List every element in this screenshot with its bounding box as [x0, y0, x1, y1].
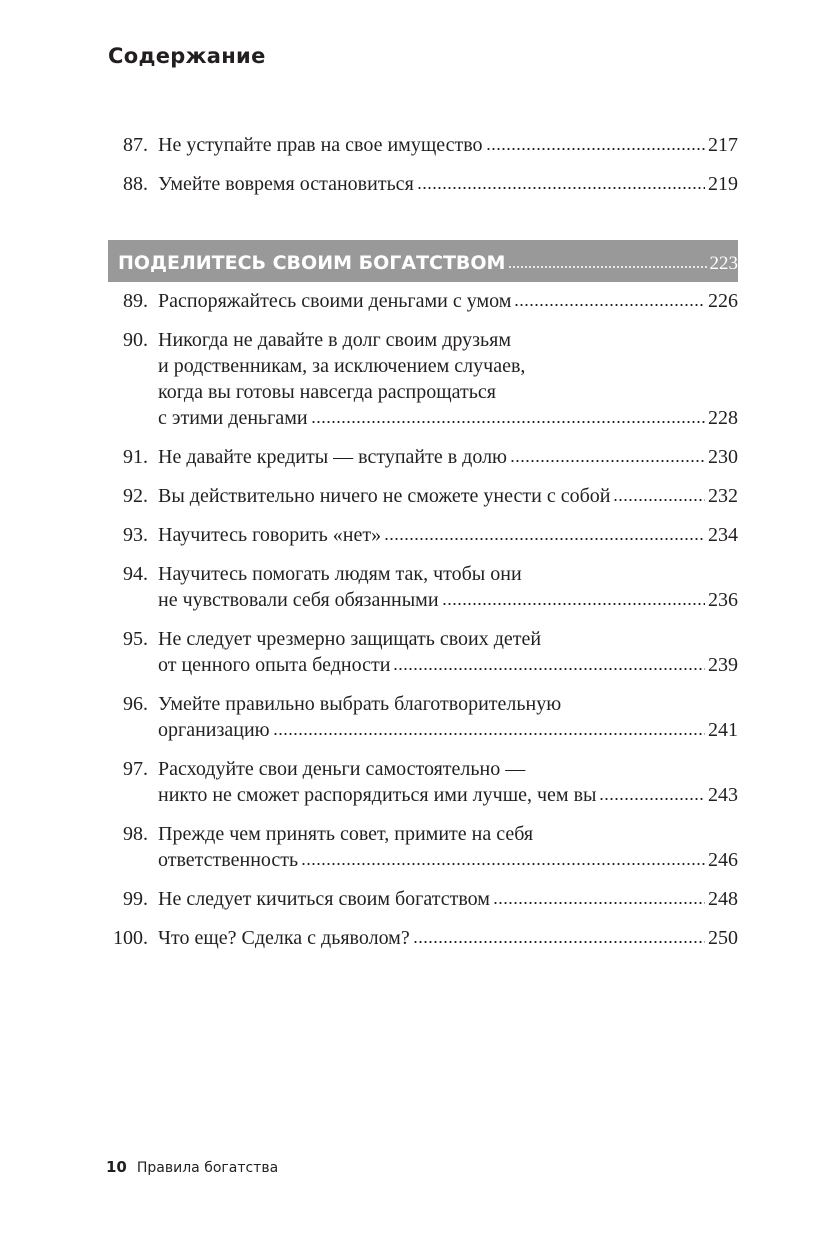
entry-number: 98.: [123, 823, 148, 845]
leader-dots: [384, 535, 705, 541]
entry-title: Умейте правильно выбрать благотворительную: [158, 693, 562, 715]
entry-line: [158, 691, 738, 717]
entry-page: 217: [708, 134, 738, 156]
entry-line: [158, 132, 738, 158]
entry-body: [158, 171, 738, 197]
entry-number: 89.: [123, 290, 148, 312]
entry-line: [158, 171, 738, 197]
entry-title: Не давайте кредиты — вступайте в долю: [158, 446, 507, 468]
entry-title: Не следует чрезмерно защищать своих детей: [158, 628, 542, 650]
toc-entry[interactable]: [108, 132, 738, 158]
entry-body: [158, 483, 738, 509]
entry-number: 100.: [113, 927, 148, 949]
entry-body: [158, 444, 738, 470]
entry-number: 93.: [123, 524, 148, 546]
toc-entry[interactable]: [108, 626, 738, 678]
toc-entry[interactable]: [108, 756, 738, 808]
leader-dots: [493, 899, 705, 905]
entry-line: [158, 925, 738, 951]
toc-entry[interactable]: [108, 444, 738, 470]
toc-section-header[interactable]: [108, 240, 738, 282]
entry-page: 243: [708, 784, 738, 806]
entry-line: [158, 379, 738, 405]
entry-body: [158, 886, 738, 912]
leader-dots: [413, 938, 705, 944]
entry-title: Научитесь говорить «нет»: [158, 524, 382, 546]
leader-dots: [442, 600, 705, 606]
entry-number: 97.: [123, 758, 148, 780]
entry-line: [158, 353, 738, 379]
entry-line: [158, 405, 738, 431]
entry-number: 99.: [123, 888, 148, 910]
entry-line: [158, 626, 738, 652]
toc-list: [108, 288, 738, 964]
page-footer: [106, 1158, 278, 1176]
toc-entry[interactable]: [108, 886, 738, 912]
toc-entry[interactable]: [108, 327, 738, 431]
entry-line: [158, 444, 738, 470]
toc-entry[interactable]: [108, 483, 738, 509]
entry-line: [158, 288, 738, 314]
entry-body: [158, 327, 738, 431]
entry-title: Умейте вовремя остановиться: [158, 173, 414, 195]
entry-body: [158, 522, 738, 548]
entry-title: Не уступайте прав на свое имущество: [158, 134, 483, 156]
entry-line: [158, 522, 738, 548]
toc-entry[interactable]: [108, 288, 738, 314]
entry-line: [158, 561, 738, 587]
leader-dots: [273, 730, 705, 736]
entry-page: 236: [708, 589, 738, 611]
entry-title: Прежде чем принять совет, примите на себя: [158, 823, 534, 845]
footer-page-number: 10: [106, 1158, 127, 1176]
entry-body: [158, 691, 738, 743]
entry-line: [158, 327, 738, 353]
toc-entry[interactable]: [108, 821, 738, 873]
entry-page: 230: [708, 446, 738, 468]
entry-title: никто не сможет распорядиться ими лучше, чем вы: [158, 784, 597, 806]
page-title: Содержание: [108, 44, 266, 68]
leader-dots: [508, 263, 706, 269]
entry-line: [158, 652, 738, 678]
entry-title: с этими деньгами: [158, 407, 308, 429]
footer-book-title: Правила богатства: [136, 1160, 279, 1176]
leader-dots: [393, 665, 705, 671]
entry-title: организацию: [158, 719, 270, 741]
entry-page: 248: [708, 888, 738, 910]
leader-dots: [514, 301, 705, 307]
toc-entry[interactable]: [108, 522, 738, 548]
toc-entry[interactable]: [108, 561, 738, 613]
entry-body: [158, 132, 738, 158]
entry-body: [158, 288, 738, 314]
toc-list-top: [108, 132, 738, 210]
entry-line: [158, 886, 738, 912]
entry-line: [158, 821, 738, 847]
entry-page: 228: [708, 407, 738, 429]
entry-title: от ценного опыта бедности: [158, 654, 391, 676]
entry-title: не чувствовали себя обязанными: [158, 589, 439, 611]
entry-body: [158, 626, 738, 678]
entry-body: [158, 821, 738, 873]
entry-line: [158, 483, 738, 509]
section-page: 223: [709, 253, 738, 274]
entry-line: [158, 756, 738, 782]
entry-page: 234: [708, 524, 738, 546]
entry-page: 219: [708, 173, 738, 195]
entry-number: 94.: [123, 563, 148, 585]
entry-title: Никогда не давайте в долг своим друзьям: [158, 329, 511, 351]
section-title: ПОДЕЛИТЕСЬ СВОИМ БОГАТСТВОМ: [118, 252, 506, 274]
leader-dots: [613, 496, 705, 502]
entry-page: 250: [708, 927, 738, 949]
leader-dots: [486, 145, 705, 151]
entry-title: Вы действительно ничего не сможете унести с собой: [158, 485, 611, 507]
leader-dots: [510, 457, 705, 463]
entry-body: [158, 561, 738, 613]
entry-number: 91.: [123, 446, 148, 468]
entry-page: 239: [708, 654, 738, 676]
entry-title: Распоряжайтесь своими деньгами с умом: [158, 290, 512, 312]
entry-page: 241: [708, 719, 738, 741]
leader-dots: [599, 795, 705, 801]
entry-line: [158, 782, 738, 808]
entry-number: 87.: [123, 134, 148, 156]
entry-title: Расходуйте свои деньги самостоятельно —: [158, 758, 526, 780]
entry-title: и родственникам, за исключением случаев,: [158, 355, 526, 377]
toc-entry[interactable]: [108, 171, 738, 197]
leader-dots: [417, 184, 705, 190]
toc-entry[interactable]: [108, 691, 738, 743]
entry-title: Научитесь помогать людям так, чтобы они: [158, 563, 522, 585]
entry-page: 246: [708, 849, 738, 871]
entry-title: когда вы готовы навсегда распрощаться: [158, 381, 496, 403]
entry-number: 96.: [123, 693, 148, 715]
toc-entry[interactable]: [108, 925, 738, 951]
entry-number: 90.: [123, 329, 148, 351]
entry-number: 88.: [123, 173, 148, 195]
entry-line: [158, 847, 738, 873]
entry-line: [158, 587, 738, 613]
entry-body: [158, 925, 738, 951]
entry-page: 232: [708, 485, 738, 507]
leader-dots: [301, 860, 705, 866]
leader-dots: [311, 418, 705, 424]
entry-title: Что еще? Сделка с дьяволом?: [158, 927, 410, 949]
entry-number: 95.: [123, 628, 148, 650]
entry-title: Не следует кичиться своим богатством: [158, 888, 490, 910]
entry-body: [158, 756, 738, 808]
entry-page: 226: [708, 290, 738, 312]
entry-line: [158, 717, 738, 743]
entry-title: ответственность: [158, 849, 299, 871]
entry-number: 92.: [123, 485, 148, 507]
